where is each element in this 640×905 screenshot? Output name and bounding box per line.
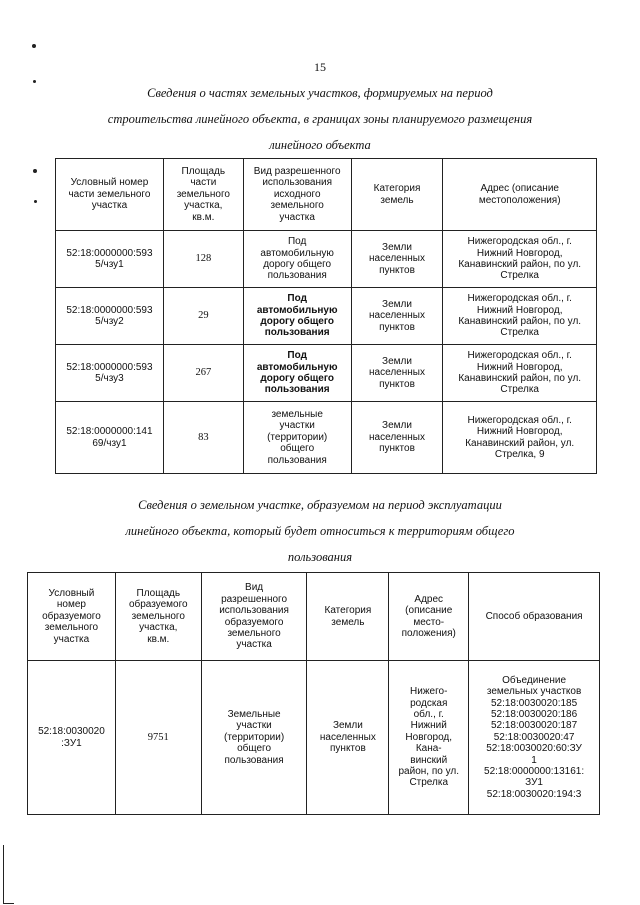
cell-line: Земли [382,241,412,253]
cell-line: дорогу общего [263,259,332,270]
cell-line: кв.м. [147,633,170,645]
area-cell: 29 [163,288,243,345]
cell-line: земельных участков [486,686,582,698]
land-category-cell [351,288,443,345]
land-category-cell [351,345,443,402]
cell-line: 5/чзу3 [95,373,124,384]
area-cell: 9751 [115,661,201,815]
permitted-use-cell [243,402,351,474]
cell-line: обл., г. [413,708,444,720]
cell-line: 52:18:0030020:47 [493,731,575,743]
formation-method-cell [469,661,600,815]
cell-line: пользования [264,327,330,339]
cell-line: населенных [369,253,425,265]
cell-line: 52:18:0000000:13161: [484,766,585,778]
area-cell: 128 [163,231,243,288]
margin-dot-4 [34,200,37,203]
cell-line: Нижего- [410,686,448,698]
margin-dot-1 [32,44,36,48]
heading-line: пользования [287,550,353,564]
land-category-cell [307,661,389,815]
header-cell [243,159,351,231]
cell-line: пунктов [379,264,415,276]
cell-line: Адрес (описание [480,183,559,195]
header-cell [115,573,201,661]
cell-line: родская [410,697,448,709]
cell-line: использования [219,605,289,617]
cell-line: земельного [131,610,185,622]
header-cell [307,573,389,661]
cell-line: 52:18:0030020 [38,726,105,738]
cell-line: населенных [369,367,425,379]
cell-line: земель [331,616,365,628]
cell-line: 52:18:0000000:593 [66,304,153,316]
cell-line: ЗУ1 [525,777,543,789]
area-cell: 83 [163,402,243,474]
cell-line: 5/чзу1 [95,259,124,270]
cell-line: участка [279,211,315,223]
cell-line: Объединение [502,674,567,686]
parcel-number-cell [56,402,164,474]
cell-line: населенных [319,731,376,743]
cell-line: 52:18:0000000:141 [66,426,153,438]
cell-line: участка [236,639,272,651]
cell-line: дорогу общего [260,316,334,327]
header-cell [28,573,116,661]
header-cell [443,159,597,231]
permitted-use-cell [243,231,351,288]
cell-line: участки [236,720,272,732]
cell-line: земель [380,194,414,206]
table-row [56,231,597,288]
page-number: 15 [314,60,326,74]
cell-line: земельного [176,188,230,200]
address-cell [443,345,597,402]
cell-line: общего [237,743,272,755]
cell-line: 1 [531,754,537,766]
section2-heading [40,492,600,570]
address-cell [443,402,597,474]
land-category-cell [351,231,443,288]
cell-line: участки [279,420,315,432]
cell-line: образуемого [224,616,284,628]
header-cell [201,573,307,661]
cell-line: Земли [332,720,363,732]
heading-line: линейного объекта, который будет относиться к территориям общего [125,524,515,538]
cell-line: Стрелка [500,327,539,339]
cell-line: автомобильную [256,304,338,316]
cell-line: автомобильную [260,247,334,259]
cell-line: Адрес [414,593,444,605]
permitted-use-cell [243,345,351,402]
parcel-number-cell [28,661,116,815]
area-cell: 267 [163,345,243,402]
table-row [56,345,597,402]
header-cell [351,159,443,231]
cell-line: автомобильную [256,361,338,373]
header-cell [56,159,164,231]
cell-line: Способ образования [485,610,583,622]
cell-line: Площадь [136,587,181,599]
cell-line: Нижний Новгород, [476,426,563,438]
cell-line: (территории) [267,431,328,443]
cell-line: 52:18:0030020:194:3 [486,788,582,800]
margin-dot-3 [33,169,37,173]
cell-line: Земли [382,298,412,310]
cell-line: пунктов [330,743,366,755]
cell-line: Под [287,236,307,248]
cell-line: разрешенного [221,593,288,605]
cell-line: Условный [48,587,95,599]
cell-line: Стрелка [500,384,539,396]
table-row [28,661,600,815]
cell-line: 52:18:0030020:187 [490,720,578,732]
land-parts-table [55,158,597,474]
cell-line: Стрелка [500,270,539,282]
formed-parcel-table [27,572,600,815]
cell-line: пользования [224,754,284,766]
cell-line: Канавинский район, ул. [465,437,575,449]
cell-line: пользования [264,384,330,396]
cell-line: 52:18:0030020:186 [490,708,578,720]
cell-line: Под [287,293,307,305]
cell-line: Вид [245,582,264,594]
cell-line: земельного [270,200,324,212]
cell-line: дорогу общего [260,373,334,384]
header-cell [469,573,600,661]
cell-line: пользования [267,270,327,282]
address-cell [389,661,469,815]
cell-line: Стрелка [409,777,449,789]
heading-line: Сведения о частях земельных участков, формируемых на период [147,86,493,100]
table-header-row [56,159,597,231]
cell-line: 52:18:0000000:593 [66,247,153,259]
cell-line: Новгород, [405,731,453,743]
cell-line: участка, [184,200,223,212]
cell-line: исходного [273,188,321,200]
cell-line: пользования [267,454,327,466]
cell-line: Нижегородская обл., г. [467,236,572,248]
parcel-number-cell [56,345,164,402]
cell-line: участка [91,200,128,212]
cell-line: 52:18:0000000:593 [66,361,153,373]
cell-line: участка, [139,622,178,634]
cell-line: земельного [44,622,99,634]
cell-line: Нижегородская обл., г. [467,293,572,305]
cell-line: Канавинский район, по ул. [458,316,582,327]
cell-line: (территории) [224,731,285,743]
cell-line: населенных [369,431,425,443]
cell-line: Земельные [227,708,281,720]
table-row [56,402,597,474]
parcel-number-cell [56,288,164,345]
cell-line: образуемого [128,599,188,611]
heading-line: Сведения о земельном участке, образуемом на период эксплуатации [138,498,502,512]
cell-line: :ЗУ1 [61,737,82,749]
cell-line: Нижегородская обл., г. [467,350,572,362]
address-cell [443,231,597,288]
address-cell [443,288,597,345]
table-header-row [28,573,600,661]
cell-line: винский [410,754,448,766]
cell-line: Земли [382,355,412,367]
cell-line: Вид разрешенного [253,165,341,177]
cell-line: участка [53,633,90,645]
section1-heading [40,80,600,158]
cell-line: 69/чзу1 [92,437,127,449]
header-cell [389,573,469,661]
cell-line: район, по ул. [398,766,459,778]
cell-line: Условный номер [70,177,149,189]
cell-line: части земельного [68,188,151,200]
cell-line: Категория [324,605,372,617]
permitted-use-cell [201,661,307,815]
header-cell [163,159,243,231]
cell-line: использования [262,177,333,189]
cell-line: Нижегородская обл., г. [467,414,572,426]
cell-line: Нижний Новгород, [476,304,563,316]
heading-line: строительства линейного объекта, в границах зоны планируемого размещения [107,112,533,126]
cell-line: место- [413,616,445,628]
cell-line: кв.м. [192,211,215,223]
cell-line: Под [287,350,307,362]
cell-line: местоположения) [478,194,561,206]
cell-line: пунктов [379,378,415,390]
cell-line: населенных [369,310,425,322]
cell-line: Кана- [415,743,442,755]
permitted-use-cell [243,288,351,345]
table-row [56,288,597,345]
cell-line: образуемого [42,610,101,622]
cell-line: Стрелка, 9 [494,448,545,460]
cell-line: Нижний [410,720,447,732]
cell-line: Нижний Новгород, [476,247,563,259]
cell-line: части [190,177,217,189]
margin-dot-2 [33,80,36,83]
binding-corner-mark [3,845,14,904]
cell-line: общего [280,443,315,455]
parcel-number-cell [56,231,164,288]
cell-line: 5/чзу2 [95,316,124,327]
land-category-cell [351,402,443,474]
cell-line: Земли [382,420,412,432]
heading-line: линейного объекта [269,138,371,152]
cell-line: Нижний Новгород, [476,361,563,373]
cell-line: Канавинский район, по ул. [458,373,582,384]
cell-line: земельные [271,408,323,420]
cell-line: положения) [401,627,456,639]
cell-line: Канавинский район, по ул. [458,259,582,270]
cell-line: земельного [227,627,281,639]
cell-line: номер [56,599,86,611]
cell-line: пунктов [379,321,415,333]
cell-line: Площадь [181,165,226,177]
cell-line: Категория [373,183,421,195]
cell-line: пунктов [379,443,415,455]
cell-line: 52:18:0030020:60:ЗУ [486,743,582,755]
cell-line: (описание [405,605,453,617]
cell-line: 52:18:0030020:185 [490,697,578,709]
